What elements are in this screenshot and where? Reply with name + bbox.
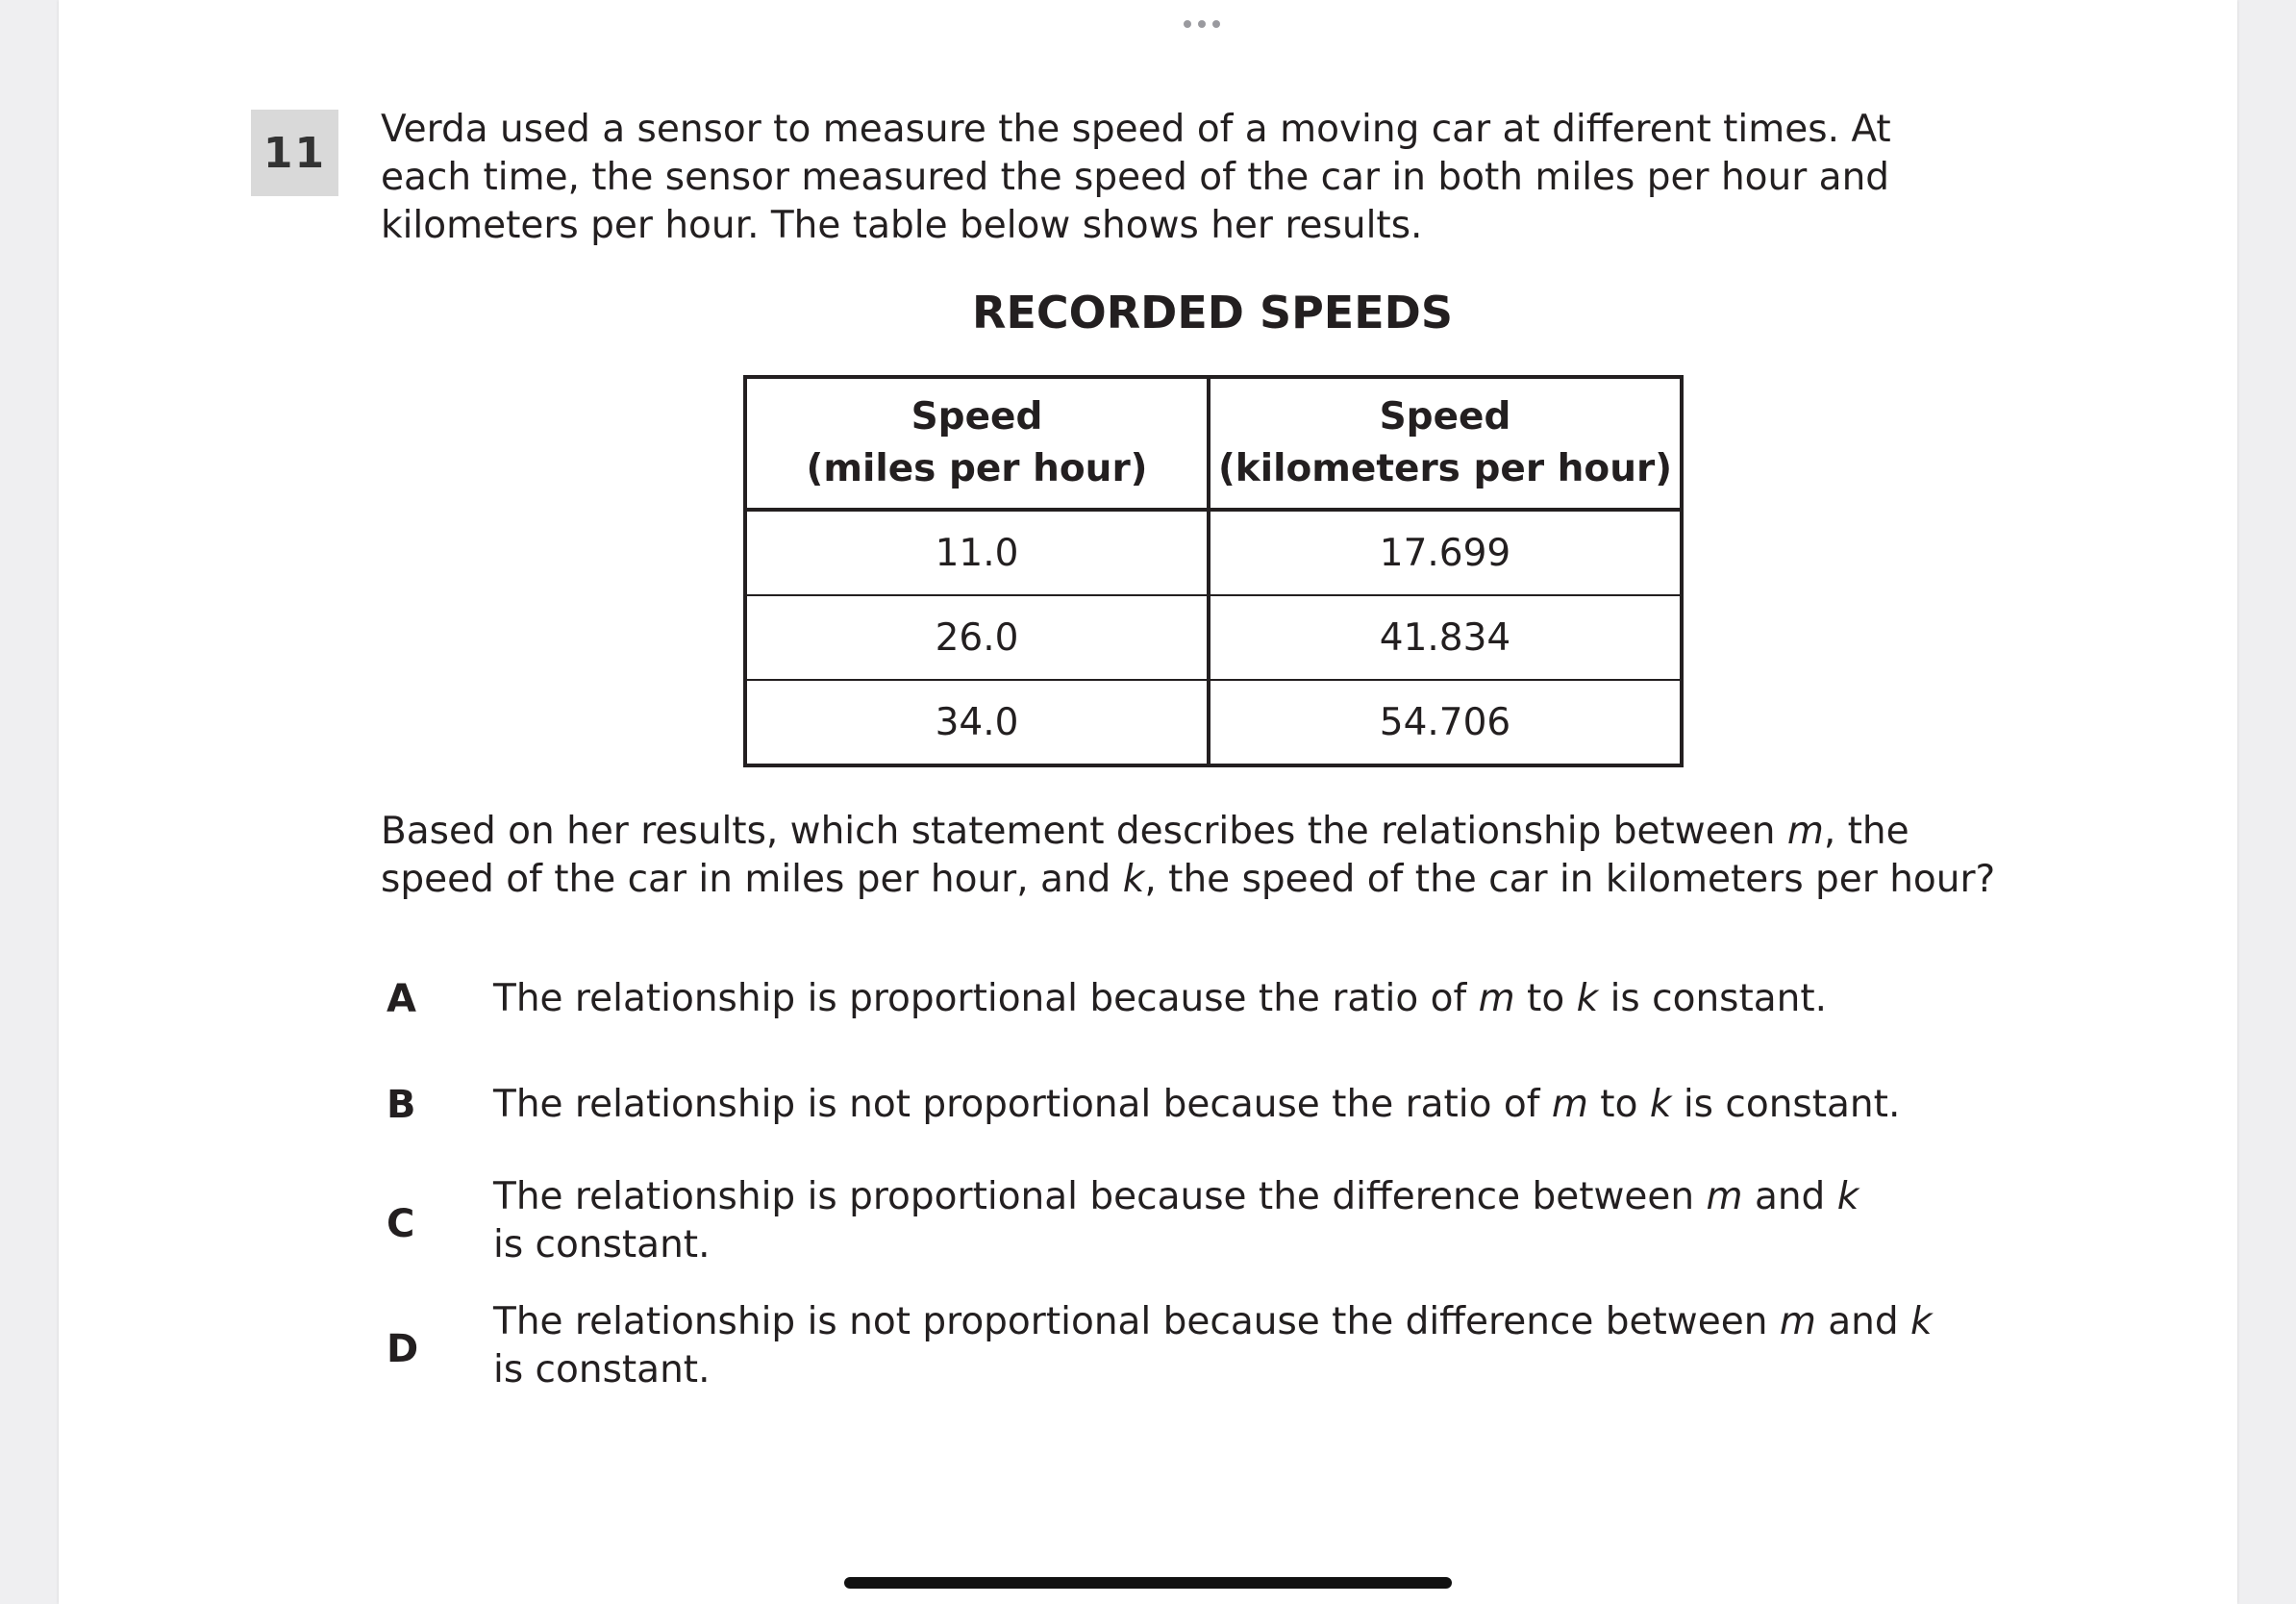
cell-kph: 54.706 <box>1209 680 1682 765</box>
question-prompt: Based on her results, which statement describes the relationship between m, the speed of the car in miles per hour, and k, the speed of the car in kilometers per hour? <box>381 810 1996 901</box>
home-indicator[interactable] <box>844 1577 1452 1589</box>
cell-mph: 34.0 <box>745 680 1209 765</box>
answer-choice-b[interactable] <box>381 1077 2015 1173</box>
choice-text: The relationship is not proportional because the difference between m and k is constant. <box>493 1300 1933 1391</box>
recorded-speeds-table <box>743 375 1684 767</box>
cell-kph: 17.699 <box>1209 510 1682 595</box>
header-kilometers-per-hour: Speed (kilometers per hour) <box>1209 377 1682 510</box>
table-row <box>745 510 1682 595</box>
dot <box>1184 20 1191 28</box>
choice-text: The relationship is not proportional because the ratio of m to k is constant. <box>493 1083 1901 1126</box>
cell-kph: 41.834 <box>1209 595 1682 680</box>
table-row <box>745 595 1682 680</box>
answer-choice-d[interactable] <box>381 1298 2015 1394</box>
cell-mph: 26.0 <box>745 595 1209 680</box>
table-row <box>745 680 1682 765</box>
choice-letter: C <box>387 1202 415 1246</box>
choice-letter: A <box>387 977 416 1021</box>
dot <box>1212 20 1220 28</box>
answer-choice-a[interactable] <box>381 971 2015 1067</box>
question-stem: Verda used a sensor to measure the speed of a moving car at different times. At each time, the sensor measured the speed of the car in both miles per hour and kilometers per hour. The table below shows her results. <box>381 108 1891 247</box>
choice-letter: B <box>387 1083 416 1127</box>
answer-choice-c[interactable] <box>381 1173 2015 1269</box>
choice-text: The relationship is proportional because the ratio of m to k is constant. <box>493 977 1828 1020</box>
header-miles-per-hour: Speed (miles per hour) <box>745 377 1209 510</box>
choice-text: The relationship is proportional because the difference between m and k is constant. <box>493 1175 1859 1266</box>
cell-mph: 11.0 <box>745 510 1209 595</box>
question-number: 11 <box>251 110 338 196</box>
choice-letter: D <box>387 1327 419 1371</box>
ellipsis-icon[interactable] <box>1184 17 1230 31</box>
table-title: RECORDED SPEEDS <box>972 287 1453 338</box>
document-page[interactable] <box>59 0 2237 1604</box>
table-header-row <box>745 377 1682 510</box>
dot <box>1198 20 1206 28</box>
